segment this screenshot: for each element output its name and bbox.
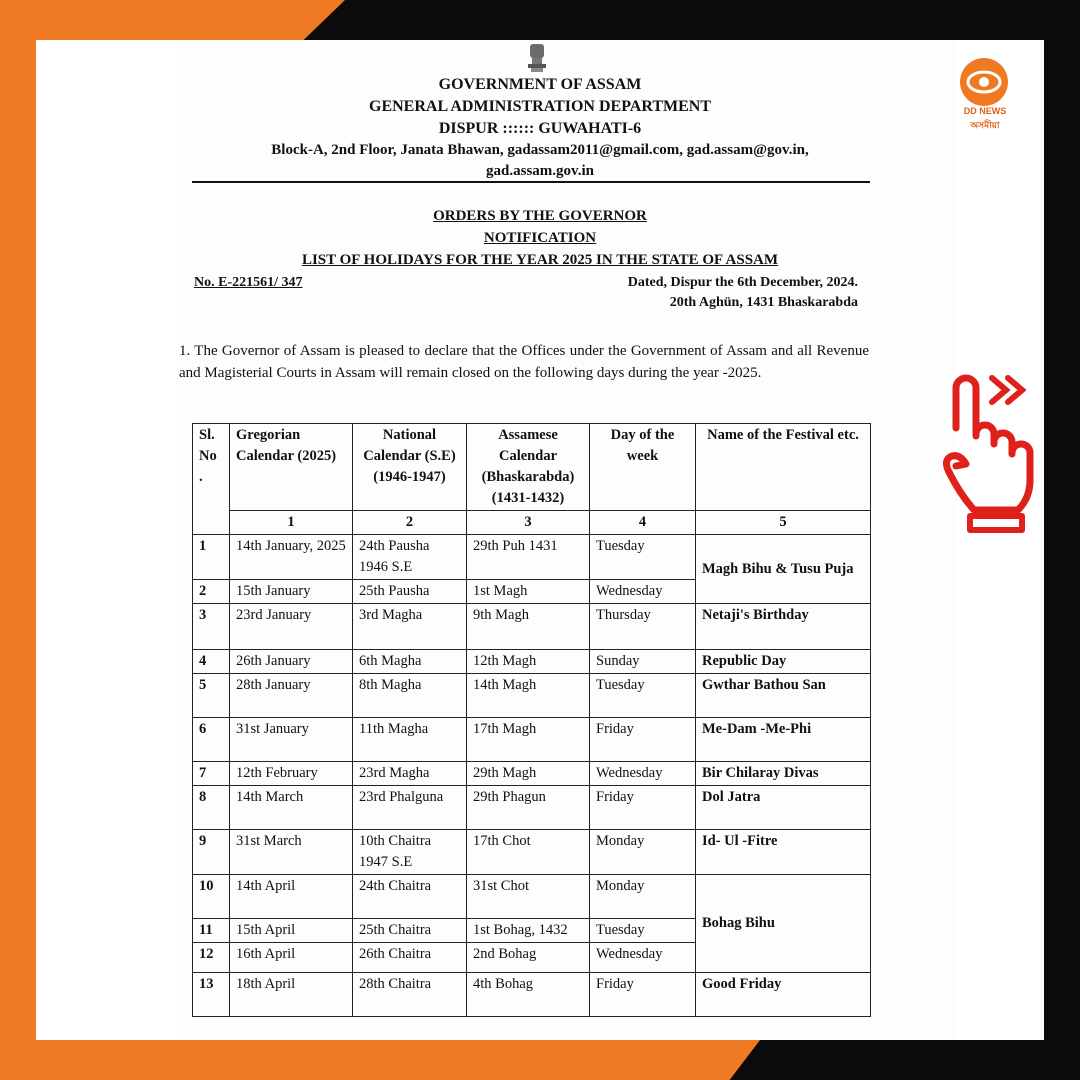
assamese-cell: 29th Puh 1431 <box>467 535 590 580</box>
gregorian-cell: 15th January <box>230 580 353 604</box>
festival-cell: Dol Jatra <box>696 786 871 830</box>
national-cell: 25th Chaitra <box>353 919 467 943</box>
department-title: GENERAL ADMINISTRATION DEPARTMENT <box>369 98 711 115</box>
notification-title: NOTIFICATION <box>483 230 597 246</box>
festival-cell: Magh Bihu & Tusu Puja <box>696 535 871 604</box>
sl-cell: 3 <box>193 604 230 650</box>
column-number-row <box>193 511 871 535</box>
national-cell: 23rd Phalguna <box>353 786 467 830</box>
table-row <box>193 973 871 1017</box>
sl-cell: 10 <box>193 875 230 919</box>
assamese-cell: 29th Magh <box>467 762 590 786</box>
logo-subtext: অসমীয়া <box>970 120 1000 130</box>
col-header: Gregorian Calendar (2025) <box>230 424 353 511</box>
website-line: gad.assam.gov.in <box>486 163 594 179</box>
gregorian-cell: 31st March <box>230 830 353 875</box>
national-cell: 6th Magha <box>353 650 467 674</box>
col-number: 5 <box>696 511 871 535</box>
national-cell: 8th Magha <box>353 674 467 718</box>
notification-page <box>36 40 1044 1040</box>
sl-cell: 13 <box>193 973 230 1017</box>
assamese-cell: 12th Magh <box>467 650 590 674</box>
gregorian-cell: 15th April <box>230 919 353 943</box>
col-number: 4 <box>590 511 696 535</box>
day-cell: Friday <box>590 786 696 830</box>
day-cell: Tuesday <box>590 919 696 943</box>
col-number: 1 <box>230 511 353 535</box>
eye-swirl-icon <box>960 58 1008 106</box>
table-row <box>193 650 871 674</box>
gregorian-cell: 23rd January <box>230 604 353 650</box>
gregorian-cell: 18th April <box>230 973 353 1017</box>
declaration-paragraph: 1. The Governor of Assam is pleased to declare that the Offices under the Government of Assam and all Revenue and Magisterial Courts in Assam will remain closed on the following days during the year -2025. <box>179 343 869 381</box>
table-row <box>193 674 871 718</box>
festival-cell: Netaji's Birthday <box>696 604 871 650</box>
sl-cell: 5 <box>193 674 230 718</box>
day-cell: Wednesday <box>590 943 696 973</box>
day-cell: Monday <box>590 875 696 919</box>
logo-text: DD NEWS <box>963 106 1007 116</box>
table-header-row <box>193 424 871 511</box>
national-cell: 28th Chaitra <box>353 973 467 1017</box>
address-line: DISPUR :::::: GUWAHATI-6 <box>438 120 642 137</box>
day-cell: Wednesday <box>590 762 696 786</box>
day-cell: Friday <box>590 973 696 1017</box>
col-header: Name of the Festival etc. <box>696 424 871 511</box>
header-divider <box>192 181 870 183</box>
col-number: 3 <box>467 511 590 535</box>
assamese-date-line: 20th Aghün, 1431 Bhaskarabda <box>669 295 858 310</box>
assamese-cell: 29th Phagun <box>467 786 590 830</box>
day-cell: Monday <box>590 830 696 875</box>
festival-cell: Bohag Bihu <box>696 875 871 973</box>
national-cell: 11th Magha <box>353 718 467 762</box>
table-row <box>193 786 871 830</box>
date-line: Dated, Dispur the 6th December, 2024. <box>627 275 858 290</box>
gregorian-cell: 12th February <box>230 762 353 786</box>
day-cell: Sunday <box>590 650 696 674</box>
sl-cell: 4 <box>193 650 230 674</box>
holiday-table <box>192 423 871 1017</box>
sl-cell: 12 <box>193 943 230 973</box>
gregorian-cell: 14th April <box>230 875 353 919</box>
gregorian-cell: 28th January <box>230 674 353 718</box>
contact-line: Block-A, 2nd Floor, Janata Bhawan, gadassam2011@gmail.com, gad.assam@gov.in, <box>271 142 809 158</box>
national-cell: 23rd Magha <box>353 762 467 786</box>
national-cell: 26th Chaitra <box>353 943 467 973</box>
table-row <box>193 762 871 786</box>
day-cell: Thursday <box>590 604 696 650</box>
assamese-cell: 17th Magh <box>467 718 590 762</box>
day-cell: Tuesday <box>590 674 696 718</box>
sl-cell: 11 <box>193 919 230 943</box>
sl-cell: 2 <box>193 580 230 604</box>
table-row <box>193 718 871 762</box>
dd-logo-icon <box>960 58 1008 106</box>
sl-cell: 9 <box>193 830 230 875</box>
national-cell: 25th Pausha <box>353 580 467 604</box>
national-cell: 10th Chaitra 1947 S.E <box>353 830 467 875</box>
sl-cell: 6 <box>193 718 230 762</box>
assamese-cell: 17th Chot <box>467 830 590 875</box>
table-row <box>193 875 871 919</box>
frame-left-stripe <box>0 0 36 1080</box>
col-header: Sl. No . <box>193 424 230 535</box>
holiday-list-title: LIST OF HOLIDAYS FOR THE YEAR 2025 IN THE STATE OF ASSAM <box>301 252 779 268</box>
gregorian-cell: 14th March <box>230 786 353 830</box>
frame-bottom-stripe <box>0 1040 760 1080</box>
gregorian-cell: 16th April <box>230 943 353 973</box>
day-cell: Friday <box>590 718 696 762</box>
table-row <box>193 604 871 650</box>
col-header: National Calendar (S.E) (1946-1947) <box>353 424 467 511</box>
festival-cell: Gwthar Bathou San <box>696 674 871 718</box>
gregorian-cell: 26th January <box>230 650 353 674</box>
swipe-hand-icon <box>934 370 1038 536</box>
festival-cell: Id- Ul -Fitre <box>696 830 871 875</box>
national-cell: 3rd Magha <box>353 604 467 650</box>
assamese-cell: 31st Chot <box>467 875 590 919</box>
col-header: Assamese Calendar (Bhaskarabda) (1431-1432) <box>467 424 590 511</box>
sl-cell: 7 <box>193 762 230 786</box>
assamese-cell: 1st Bohag, 1432 <box>467 919 590 943</box>
col-number: 2 <box>353 511 467 535</box>
gregorian-cell: 14th January, 2025 <box>230 535 353 580</box>
dd-news-logo <box>954 58 1016 132</box>
festival-cell: Bir Chilaray Divas <box>696 762 871 786</box>
assamese-cell: 2nd Bohag <box>467 943 590 973</box>
frame-top-stripe <box>0 0 345 40</box>
sl-cell: 1 <box>193 535 230 580</box>
sl-cell: 8 <box>193 786 230 830</box>
day-cell: Wednesday <box>590 580 696 604</box>
festival-cell: Good Friday <box>696 973 871 1017</box>
festival-cell: Me-Dam -Me-Phi <box>696 718 871 762</box>
assamese-cell: 1st Magh <box>467 580 590 604</box>
govt-title: GOVERNMENT OF ASSAM <box>438 76 642 93</box>
table-row <box>193 535 871 580</box>
day-cell: Tuesday <box>590 535 696 580</box>
reference-number: No. E-221561/ 347 <box>194 275 303 290</box>
orders-title: ORDERS BY THE GOVERNOR <box>433 208 647 224</box>
national-cell: 24th Pausha 1946 S.E <box>353 535 467 580</box>
national-cell: 24th Chaitra <box>353 875 467 919</box>
state-emblem-icon <box>522 42 552 74</box>
assamese-cell: 4th Bohag <box>467 973 590 1017</box>
festival-cell: Republic Day <box>696 650 871 674</box>
gregorian-cell: 31st January <box>230 718 353 762</box>
table-row <box>193 830 871 875</box>
col-header: Day of the week <box>590 424 696 511</box>
assamese-cell: 9th Magh <box>467 604 590 650</box>
assamese-cell: 14th Magh <box>467 674 590 718</box>
